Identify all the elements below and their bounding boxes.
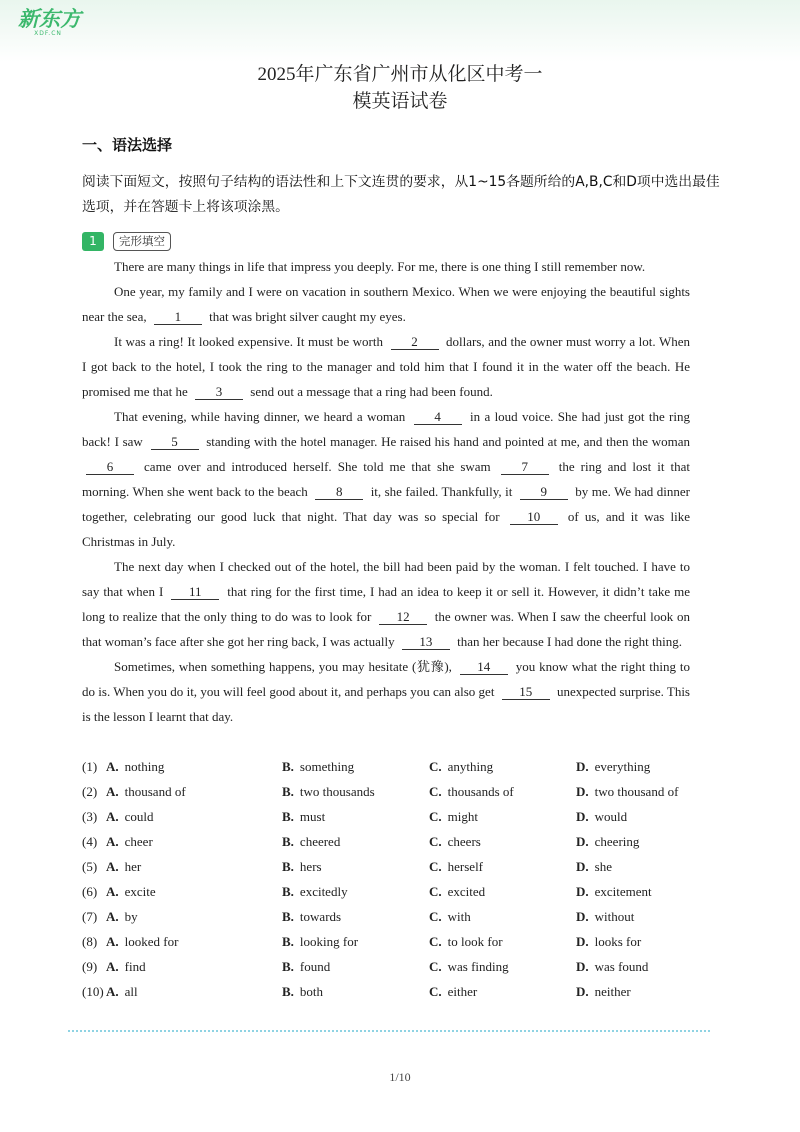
- blank-3: 3: [195, 384, 243, 400]
- passage-text: in a loud voice. She had just got the ring back! I saw: [82, 409, 691, 449]
- passage-text: that ring for the first time, I had an idea to keep it or sell it. However, it didn’t take me long to realize that the only thing to do was to look for: [82, 584, 690, 624]
- option-letter: D.: [576, 984, 589, 999]
- option-letter: D.: [576, 809, 589, 824]
- option-row: [82, 754, 702, 779]
- option-text: cheer: [124, 834, 153, 849]
- option-b: [282, 879, 348, 904]
- instructions: 阅读下面短文，按照句子结构的语法性和上下文连贯的要求，从1~15各题所给的A,B,C和D项中选出最佳选项，并在答题卡上将该项涂黑。: [82, 174, 720, 215]
- passage-text: unexpected surprise. This is the lesson I learnt that day.: [82, 684, 690, 724]
- page-title-line1: 2025年广东省广州市从化区中考一: [257, 64, 543, 85]
- option-d: [576, 904, 634, 929]
- option-text: hers: [299, 859, 322, 874]
- option-number: (10): [82, 984, 104, 999]
- question-type-tag: 完形填空: [113, 232, 171, 251]
- option-d: [576, 879, 652, 904]
- option-text: cheering: [594, 834, 640, 849]
- option-text: excite: [124, 884, 156, 899]
- option-text: to look for: [447, 934, 503, 949]
- option-a: [106, 854, 141, 879]
- options-list: [82, 754, 702, 1004]
- passage-paragraph: [82, 279, 690, 329]
- option-letter: A.: [106, 909, 119, 924]
- option-letter: C.: [429, 759, 442, 774]
- option-letter: D.: [576, 759, 589, 774]
- option-a: [106, 979, 138, 1004]
- logo-text: 新东方: [18, 7, 81, 31]
- passage-paragraph: [82, 654, 690, 729]
- option-letter: D.: [576, 959, 589, 974]
- option-letter: A.: [106, 809, 119, 824]
- option-text: excitement: [594, 884, 652, 899]
- option-letter: B.: [282, 759, 294, 774]
- option-a: [106, 879, 156, 904]
- passage-text: standing with the hotel manager. He raised his hand and pointed at me, and then the woman: [202, 434, 691, 449]
- option-d: [576, 804, 627, 829]
- option-letter: B.: [282, 859, 294, 874]
- passage-text: the ring and lost it that morning. When she went back to the beach: [82, 459, 690, 499]
- option-number: (3): [82, 809, 98, 824]
- option-text: thousand of: [124, 784, 186, 799]
- option-letter: A.: [106, 984, 119, 999]
- option-text: two thousands: [299, 784, 375, 799]
- blank-9: 9: [520, 484, 568, 500]
- blank-12: 12: [379, 609, 427, 625]
- option-c: [429, 979, 477, 1004]
- option-a: [106, 829, 153, 854]
- passage-paragraph: [82, 554, 690, 654]
- option-letter: A.: [106, 959, 119, 974]
- option-letter: A.: [106, 834, 119, 849]
- page-title-line2: 模英语试卷: [352, 91, 448, 112]
- option-text: everything: [594, 759, 651, 774]
- option-c: [429, 829, 481, 854]
- option-text: find: [124, 959, 146, 974]
- option-text: two thousand of: [594, 784, 679, 799]
- option-text: could: [124, 809, 154, 824]
- option-letter: B.: [282, 784, 294, 799]
- option-letter: A.: [106, 934, 119, 949]
- blank-6: 6: [86, 459, 134, 475]
- option-row: [82, 804, 702, 829]
- option-number: (7): [82, 909, 98, 924]
- option-a: [106, 754, 164, 779]
- option-d: [576, 929, 641, 954]
- option-text: nothing: [124, 759, 165, 774]
- option-letter: D.: [576, 909, 589, 924]
- option-number: (1): [82, 759, 98, 774]
- option-a: [106, 779, 186, 804]
- option-text: without: [594, 909, 635, 924]
- option-text: looked for: [124, 934, 179, 949]
- passage-paragraph: [82, 254, 690, 279]
- option-text: cheers: [447, 834, 481, 849]
- logo-subtext: XDF.CN: [34, 30, 62, 37]
- option-letter: C.: [429, 784, 442, 799]
- option-text: must: [299, 809, 326, 824]
- option-letter: A.: [106, 759, 119, 774]
- option-text: was finding: [447, 959, 509, 974]
- option-letter: B.: [282, 959, 294, 974]
- option-text: all: [124, 984, 138, 999]
- option-c: [429, 879, 485, 904]
- option-b: [282, 954, 330, 979]
- option-text: something: [299, 759, 355, 774]
- option-d: [576, 754, 650, 779]
- option-letter: A.: [106, 859, 119, 874]
- blank-2: 2: [391, 334, 439, 350]
- option-b: [282, 829, 340, 854]
- page-number: 1/10: [389, 1070, 411, 1084]
- option-text: towards: [299, 909, 342, 924]
- option-row: [82, 779, 702, 804]
- blank-11: 11: [171, 584, 219, 600]
- option-c: [429, 754, 493, 779]
- passage-text: the owner was. When I saw the cheerful look on that woman’s face after she got her ring back, I was actually: [82, 609, 690, 649]
- option-c: [429, 854, 483, 879]
- option-b: [282, 754, 354, 779]
- blank-14: 14: [460, 659, 508, 675]
- option-c: [429, 904, 471, 929]
- passage-text: It was a ring! It looked expensive. It must be worth: [114, 334, 387, 349]
- option-text: looks for: [594, 934, 642, 949]
- passage-paragraph: [82, 404, 690, 554]
- option-text: her: [124, 859, 142, 874]
- option-text: with: [447, 909, 471, 924]
- option-text: either: [447, 984, 478, 999]
- option-letter: D.: [576, 784, 589, 799]
- option-d: [576, 854, 612, 879]
- option-letter: C.: [429, 909, 442, 924]
- option-text: by: [124, 909, 138, 924]
- option-letter: B.: [282, 984, 294, 999]
- option-letter: D.: [576, 884, 589, 899]
- option-row: [82, 829, 702, 854]
- passage-text: send out a message that a ring had been found.: [247, 384, 493, 399]
- passage-text: There are many things in life that impress you deeply. For me, there is one thing I still remember now.: [114, 259, 646, 274]
- option-row: [82, 929, 702, 954]
- passage: [82, 254, 690, 729]
- blank-4: 4: [414, 409, 462, 425]
- option-letter: B.: [282, 884, 294, 899]
- header-band: [0, 0, 800, 62]
- option-number: (9): [82, 959, 98, 974]
- xdf-logo: [18, 8, 82, 42]
- option-number: (6): [82, 884, 98, 899]
- blank-1: 1: [154, 309, 202, 325]
- option-letter: B.: [282, 909, 294, 924]
- blank-15: 15: [502, 684, 550, 700]
- option-number: (8): [82, 934, 98, 949]
- option-letter: C.: [429, 859, 442, 874]
- option-a: [106, 904, 138, 929]
- option-a: [106, 929, 178, 954]
- passage-text: One year, my family and I were on vacation in southern Mexico. When we were enjoying the beautiful sights near the sea,: [82, 284, 690, 324]
- option-letter: B.: [282, 834, 294, 849]
- option-row: [82, 954, 702, 979]
- section-heading: 一、语法选择: [82, 136, 173, 154]
- question-number-badge: 1: [82, 232, 104, 251]
- passage-text: that was bright silver caught my eyes.: [205, 309, 406, 324]
- option-row: [82, 879, 702, 904]
- option-c: [429, 779, 514, 804]
- option-b: [282, 929, 358, 954]
- option-text: anything: [447, 759, 494, 774]
- passage-text: it, she failed. Thankfully, it: [367, 484, 516, 499]
- option-letter: C.: [429, 809, 442, 824]
- option-row: [82, 904, 702, 929]
- blank-13: 13: [402, 634, 450, 650]
- option-number: (5): [82, 859, 98, 874]
- option-c: [429, 929, 503, 954]
- option-b: [282, 854, 322, 879]
- option-text: found: [299, 959, 331, 974]
- option-letter: A.: [106, 784, 119, 799]
- option-letter: C.: [429, 934, 442, 949]
- option-b: [282, 979, 323, 1004]
- option-b: [282, 804, 325, 829]
- blank-5: 5: [151, 434, 199, 450]
- passage-text: came over and introduced herself. She told me that she swam: [138, 459, 497, 474]
- option-text: she: [594, 859, 612, 874]
- passage-text: you know what the right thing to do is. When you do it, you will feel good about it, and perhaps you can also get: [82, 659, 690, 699]
- option-text: looking for: [299, 934, 359, 949]
- option-d: [576, 829, 639, 854]
- option-number: (2): [82, 784, 98, 799]
- option-row: [82, 854, 702, 879]
- option-text: both: [299, 984, 324, 999]
- option-text: cheered: [299, 834, 341, 849]
- passage-text: dollars, and the owner must worry a lot. When I got back to the hotel, I took the ring to the manager and told him that I found it in the water off the beach. He promised me that he: [82, 334, 690, 399]
- passage-text: Sometimes, when something happens, you may hesitate (犹豫),: [114, 659, 456, 674]
- option-b: [282, 904, 341, 929]
- option-text: neither: [594, 984, 631, 999]
- option-letter: C.: [429, 959, 442, 974]
- option-d: [576, 979, 631, 1004]
- passage-paragraph: [82, 329, 690, 404]
- blank-8: 8: [315, 484, 363, 500]
- option-text: excited: [447, 884, 486, 899]
- option-a: [106, 954, 146, 979]
- option-d: [576, 779, 678, 804]
- option-letter: C.: [429, 984, 442, 999]
- blank-10: 10: [510, 509, 558, 525]
- passage-text: The next day when I checked out of the hotel, the bill had been paid by the woman. I felt touched. I have to say that when I: [82, 559, 690, 599]
- option-letter: B.: [282, 934, 294, 949]
- page-divider: [68, 1030, 710, 1032]
- option-text: thousands of: [447, 784, 514, 799]
- option-letter: D.: [576, 859, 589, 874]
- option-d: [576, 954, 648, 979]
- option-a: [106, 804, 154, 829]
- option-letter: C.: [429, 834, 442, 849]
- blank-7: 7: [501, 459, 549, 475]
- option-number: (4): [82, 834, 98, 849]
- option-c: [429, 804, 478, 829]
- option-letter: B.: [282, 809, 294, 824]
- passage-text: of us, and it was like Christmas in July.: [82, 509, 690, 549]
- option-letter: C.: [429, 884, 442, 899]
- option-b: [282, 779, 375, 804]
- option-c: [429, 954, 509, 979]
- passage-text: than her because I had done the right thing.: [453, 634, 683, 649]
- passage-text: That evening, while having dinner, we heard a woman: [114, 409, 410, 424]
- option-text: might: [447, 809, 478, 824]
- option-text: excitedly: [299, 884, 348, 899]
- option-text: herself: [447, 859, 484, 874]
- option-letter: D.: [576, 934, 589, 949]
- option-text: was found: [594, 959, 649, 974]
- passage-text: by me. We had dinner together, celebrating our good luck that night. That day was so special for: [82, 484, 690, 524]
- option-letter: D.: [576, 834, 589, 849]
- option-letter: A.: [106, 884, 119, 899]
- option-row: [82, 979, 702, 1004]
- option-text: would: [594, 809, 628, 824]
